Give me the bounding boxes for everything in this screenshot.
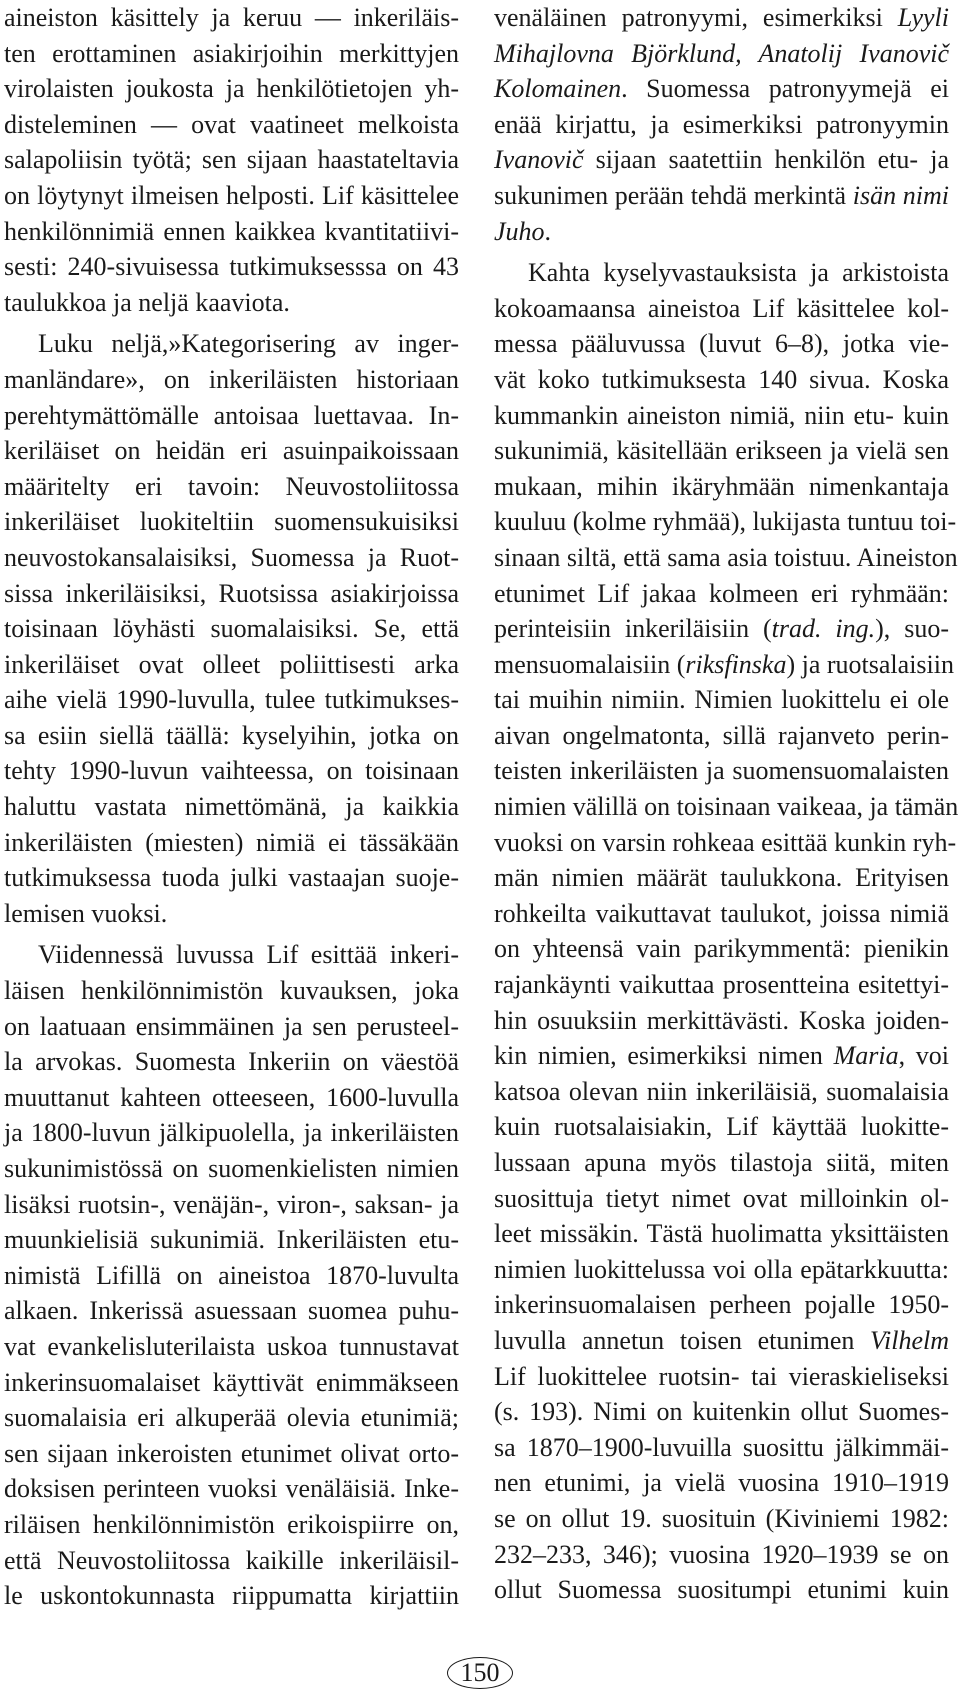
text-line: vat evankelisluterilaista uskoa tunnustavat (4, 1331, 459, 1361)
text-line: nen etunimi, ja vielä vuosina 1910–1919 (494, 1468, 949, 1498)
text-line: kuin ruotsalaisiakin, Lif käyttää luokitte- (494, 1112, 949, 1142)
text-line: tehty 1990-luvun vaihteessa, on toisinaan (4, 756, 459, 786)
italic-term: isän nimi (852, 180, 949, 210)
text-line: kummankin aineiston nimiä, niin etu- kuin (494, 400, 949, 430)
text-line: riläisen henkilönnimistön erikoispiirre on, (4, 1509, 459, 1539)
paragraph-end-line: taulukkoa ja neljä kaaviota. (4, 287, 290, 317)
text-line (494, 0, 949, 36)
text-line (494, 1038, 949, 1074)
text-line: se on ollut 19. suosituin (Kiviniemi 1982: (494, 1503, 949, 1533)
text-line: katsoa olevan niin inkeriläisiä, suomalaisia (494, 1076, 949, 1106)
text-run: luvulla annetun toisen etunimen (494, 1325, 871, 1355)
text-line (494, 71, 949, 107)
text-run: mensuomalaisiin ( (494, 649, 686, 679)
paragraph-start-line: Viidennessä luvussa Lif esittää inkeri- (38, 940, 459, 970)
text-line: enää kirjattu, ja esimerkiksi patronyymin (494, 109, 949, 139)
text-line: 232–233, 346); vuosina 1920–1939 se on (494, 1539, 949, 1569)
text-line: muuttanut kahteen otteeseen, 1600-luvulla (4, 1082, 459, 1112)
italic-name: Juho (494, 216, 545, 246)
text-line: doksisen perinteen vuoksi venäläisiä. Inke- (4, 1474, 459, 1504)
page-number: 150 (447, 1657, 513, 1689)
text-line: inkerinsuomalaisen perheen pojalle 1950- (494, 1290, 949, 1320)
text-line: (s. 193). Nimi on kuitenkin ollut Suomes- (494, 1397, 949, 1427)
text-line: ja 1800-luvun jälkipuolella, ja inkeriläisten (4, 1118, 459, 1148)
text-line: suosittuja tietyt nimet ovat milloinkin ol- (494, 1183, 949, 1213)
text-line: rajankäynti vaikuttaa prosentteina esitettyi- (494, 970, 949, 1000)
text-line: sen sijaan inkeroisten etunimet olivat orto- (4, 1438, 459, 1468)
text-line: inkerinsuomalaiset käyttivät enimmäkseen (4, 1367, 459, 1397)
text-line: nimien välillä on toisinaan vaikeaa, ja tämän (494, 792, 959, 822)
text-run: ) ja ruotsalaisiin (786, 649, 954, 679)
text-line: ten erottaminen asiakirjoihin merkittyjen (4, 38, 459, 68)
text-line: aineiston käsittely ja keruu — inkeriläis- (4, 3, 459, 32)
paragraph-end-line (494, 214, 949, 250)
text-line: sa 1870–1900-luvuilla suosittu jälkimmäi- (494, 1432, 949, 1462)
italic-term: trad. ing. (771, 614, 876, 644)
text-line: aivan ongelmatonta, sillä rajanveto perin- (494, 720, 949, 750)
text-run: venäläinen patronyymi, esimerkiksi (494, 3, 898, 32)
text-line: manländare», on inkeriläisten historiaan (4, 364, 459, 394)
text-line: Lif luokittelee ruotsin- tai vieraskieliseksi (494, 1361, 949, 1391)
page-footer (0, 1657, 960, 1689)
text-line: läisen henkilönnimistön kuvauksen, joka (4, 976, 459, 1006)
text-line: salapoliisin työtä; sen sijaan haastateltavia (4, 145, 459, 175)
text-line: määritelty eri tavoin: Neuvostoliitossa (4, 471, 459, 501)
italic-name: Lyyli (897, 3, 949, 32)
text-line (494, 1323, 949, 1359)
text-line: on laatuaan ensimmäinen ja sen perusteel- (4, 1011, 459, 1041)
text-line (494, 178, 949, 214)
text-line: sukunimiä, käsitellään erikseen ja vielä sen (494, 436, 949, 466)
text-line (494, 36, 949, 72)
text-line (494, 142, 949, 178)
text-line: le uskontokunnasta riippumatta kirjattiin (4, 1581, 459, 1611)
text-line: suomalaisia eri alkuperää olevia etunimiä; (4, 1403, 459, 1433)
text-line: on löytynyt ilmeisen helposti. Lif käsittelee (4, 180, 459, 210)
text-line: nimien luokittelussa voi olla epätarkkuutta: (494, 1254, 949, 1284)
text-line: sukunimistössä on suomenkielisten nimien (4, 1154, 459, 1183)
text-line: että Neuvostoliitossa kaikille inkeriläisil- (4, 1545, 459, 1575)
text-line: sissa inkeriläisiksi, Ruotsissa asiakirjoissa (4, 578, 459, 608)
text-run: sijaan saatettiin henkilön etu- ja (583, 145, 949, 175)
text-line (494, 611, 949, 647)
text-line: hin osuuksiin merkittävästi. Koska joiden- (494, 1005, 949, 1035)
text-line: sinaan siltä, että sama asia toistuu. Aineiston (494, 542, 958, 572)
text-line: sesti: 240-sivuisessa tutkimuksesssa on 43 (4, 252, 459, 282)
text-line: rohkeilta vaikuttavat taulukot, joissa nimiä (494, 898, 949, 928)
text-line: män nimien määrät taulukkona. Erityisen (494, 863, 949, 893)
text-line: mukaan, mihin ikäryhmään nimenkantaja (494, 471, 949, 501)
text-line: nimistä Lifillä on aineistoa 1870-luvulta (4, 1260, 459, 1290)
text-line: teisten inkeriläisten ja suomensuomalaisten (494, 756, 949, 786)
text-line: perehtymättömälle antoisaa luettavaa. In- (4, 400, 459, 430)
text-line: henkilönnimiä ennen kaikkea kvantitatiivi- (4, 216, 459, 246)
italic-name: Mihajlovna Björklund, Anatolij Ivanovič (494, 38, 949, 68)
italic-name: Ivanovič (494, 145, 584, 175)
text-line: la arvokas. Suomesta Inkeriin on väestöä (4, 1047, 459, 1077)
text-run: . (544, 216, 552, 246)
text-line: ollut Suomessa suositumpi etunimi kuin (494, 1575, 949, 1605)
text-run: , voi (898, 1041, 949, 1071)
text-line: lisäksi ruotsin-, venäjän-, viron-, saksan- ja (4, 1189, 459, 1219)
text-line: virolaisten joukosta ja henkilötietojen yh- (4, 74, 459, 104)
text-run: sukunimen perään tehdä merkintä (494, 180, 853, 210)
text-line: messa pääluvussa (luvut 6–8), jotka vie- (494, 329, 949, 359)
paragraph-start-line: Kahta kyselyvastauksista ja arkistoista (528, 258, 949, 288)
text-run: . Suomessa patronyymejä ei (621, 74, 949, 104)
text-line: toisinaan löyhästi suomalaisiksi. Se, että (4, 614, 459, 644)
text-line: inkeriläiset luokiteltiin suomensukuisiksi (4, 507, 459, 537)
italic-name: Vilhelm (870, 1325, 949, 1355)
right-column (494, 0, 959, 1608)
paragraph-start-line: Luku neljä,»Kategorisering av inger- (38, 329, 459, 359)
text-line: kuuluu (kolme ryhmää), lukijasta tuntuu toi- (494, 507, 957, 537)
text-line: neuvostokansalaisiksi, Suomessa ja Ruot- (4, 542, 459, 572)
paragraph-end-line: lemisen vuoksi. (4, 898, 168, 928)
text-line: keriläiset on heidän eri asuinpaikoissaan (4, 436, 459, 466)
italic-term: riksfinska (685, 649, 787, 679)
text-line: tai muihin nimiin. Nimien luokittelu ei ole (494, 685, 949, 715)
text-line: on yhteensä vain parikymmentä: pienikin (494, 934, 949, 964)
text-line: tutkimuksessa tuoda julki vastaajan suoje- (4, 863, 459, 893)
text-line: leet missäkin. Tästä huolimatta yksittäisten (494, 1219, 949, 1249)
text-line: vät koko tutkimuksesta 140 sivua. Koska (494, 364, 949, 394)
text-line: disteleminen — ovat vaatineet melkoista (4, 109, 459, 139)
text-run: ), suo- (875, 614, 949, 644)
text-run: perinteisiin inkeriläisiin ( (494, 614, 772, 644)
text-line: sa esiin siellä täällä: kyselyihin, jotka on (4, 720, 459, 750)
text-line: aihe vielä 1990-luvulla, tulee tutkimukses- (4, 685, 459, 715)
text-line (494, 647, 954, 683)
text-line: kokoamaansa aineistoa Lif käsittelee kol- (494, 293, 949, 323)
left-column (4, 0, 459, 1614)
text-run: kin nimien, esimerkiksi nimen (494, 1041, 834, 1071)
text-line: vuoksi on varsin rohkeaa esittää kunkin ryh- (494, 827, 957, 857)
text-line: inkeriläisten (miesten) nimiä ei tässäkään (4, 827, 459, 857)
italic-name: Maria (833, 1041, 899, 1071)
text-line: lussaan apuna myös tilastoja siitä, miten (494, 1148, 949, 1177)
text-line: etunimet Lif jakaa kolmeen eri ryhmään: (494, 578, 949, 608)
text-line: inkeriläiset ovat olleet poliittisesti arka (4, 649, 459, 679)
text-line: haluttu vastata nimettömänä, ja kaikkia (4, 792, 459, 822)
italic-name: Kolomainen (494, 74, 622, 104)
text-line: muunkielisiä sukunimiä. Inkeriläisten etu- (4, 1225, 459, 1255)
text-line: alkaen. Inkerissä asuessaan suomea puhu- (4, 1296, 459, 1326)
